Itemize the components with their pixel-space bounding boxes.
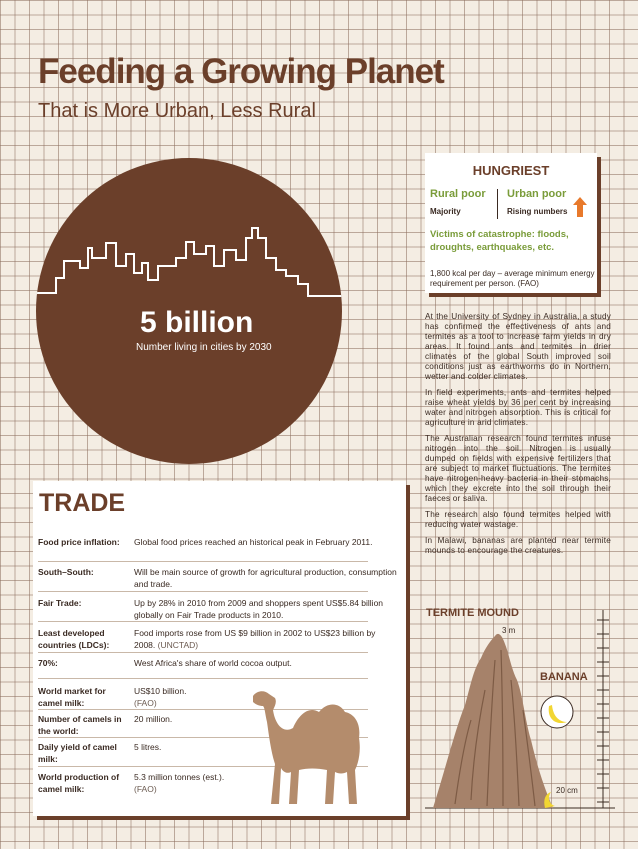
article-paragraph: At the University of Sydney in Australia, a study has confirmed the effectiveness of ants and termites as a tool to increase farm yields in dry areas. It found ants and termites in drier climates of the global South improved soil conditions just as earthworms do in Northern, wetter and colder climates. bbox=[425, 312, 611, 381]
trade-row-key: Fair Trade: bbox=[38, 598, 82, 608]
trade-panel bbox=[33, 481, 406, 816]
trade-title: TRADE bbox=[39, 489, 126, 517]
hungriest-panel bbox=[425, 153, 597, 293]
urban-poor-label: Urban poor bbox=[507, 188, 567, 200]
article-paragraph: In Malawi, bananas are planted near termite mounds to encourage the creatures. bbox=[425, 536, 611, 555]
article-paragraph: The Australian research found termites infuse nitrogen into the soil. Nitrogen is usually dumped on fields with expensive fertilizers that are subject to market fluctuations. The termites have nitrogen-heavy bacteria in their stomachs, which they excrete into the soil through their faeces or saliva. bbox=[425, 434, 611, 503]
trade-row-source: (UNCTAD) bbox=[157, 640, 199, 650]
banana-title: BANANA bbox=[540, 671, 588, 683]
divider bbox=[38, 652, 368, 653]
trade-row-source: (FAO) bbox=[134, 698, 157, 708]
page-subtitle: That is More Urban, Less Rural bbox=[38, 100, 316, 122]
trade-row-source: (FAO) bbox=[134, 784, 157, 794]
trade-row-value: 20 million. bbox=[134, 714, 173, 724]
rural-poor-value: Majority bbox=[430, 207, 461, 216]
trade-row-key: South–South: bbox=[38, 567, 94, 577]
trade-row-key: World market for camel milk: bbox=[38, 686, 106, 708]
trade-row-key: World production of camel milk: bbox=[38, 772, 120, 794]
hungriest-title: HUNGRIEST bbox=[472, 163, 550, 178]
article-paragraph: In field experiments, ants and termites helped raise wheat yields by 36 per cent by increasing water and nitrogen absorption. This is critical for agriculture in arid climates. bbox=[425, 388, 611, 427]
trade-row-value: Global food prices reached an historical peak in February 2011. bbox=[134, 537, 373, 547]
trade-row-value: Food imports rose from US $9 billion in 2002 to US$23 billion by 2008. bbox=[134, 628, 376, 650]
kcal-note: 1,800 kcal per day – average minimum energy requirement per person. (FAO) bbox=[430, 269, 595, 288]
trade-row-key: Number of camels in the world: bbox=[38, 714, 122, 736]
trade-row-value: US$10 billion. bbox=[134, 686, 187, 696]
trade-row-value: Will be main source of growth for agricultural production, consumption and trade. bbox=[134, 567, 397, 589]
termite-mound-title: TERMITE MOUND bbox=[426, 607, 519, 619]
rural-poor-label: Rural poor bbox=[430, 188, 486, 200]
trade-row-value: Up by 28% in 2010 from 2009 and shoppers spent US$5.84 billion globally on Fair Trade products in 2010. bbox=[134, 598, 384, 620]
city-population-caption: Number living in cities by 2030 bbox=[136, 342, 272, 353]
city-population-value: 5 billion bbox=[140, 306, 254, 339]
camel-icon bbox=[243, 676, 393, 806]
page-title: Feeding a Growing Planet bbox=[38, 52, 444, 91]
city-circle bbox=[36, 158, 342, 464]
termite-article bbox=[425, 312, 611, 562]
banana-size-label: 20 cm bbox=[556, 786, 578, 795]
trade-row-value: 5.3 million tonnes (est.). bbox=[134, 772, 225, 782]
victims-note: Victims of catastrophe: floods, droughts, earthquakes, etc. bbox=[430, 229, 569, 253]
trade-row-key: 70%: bbox=[38, 658, 58, 668]
divider bbox=[38, 561, 368, 562]
divider bbox=[497, 189, 498, 219]
divider bbox=[38, 591, 368, 592]
urban-poor-value: Rising numbers bbox=[507, 207, 568, 216]
trade-row-key: Food price inflation: bbox=[38, 537, 120, 547]
divider bbox=[38, 621, 368, 622]
article-paragraph: The research also found termites helped with reducing water wastage. bbox=[425, 510, 611, 529]
trade-row-key: Daily yield of camel milk: bbox=[38, 742, 117, 764]
rising-arrow-icon bbox=[573, 197, 587, 217]
trade-row-value: 5 litres. bbox=[134, 742, 162, 752]
trade-row-value: West Africa's share of world cocoa output. bbox=[134, 658, 292, 668]
trade-row-key: Least developed countries (LDCs): bbox=[38, 628, 110, 650]
termite-mound-illustration bbox=[425, 610, 615, 815]
mound-height-label: 3 m bbox=[502, 626, 516, 635]
